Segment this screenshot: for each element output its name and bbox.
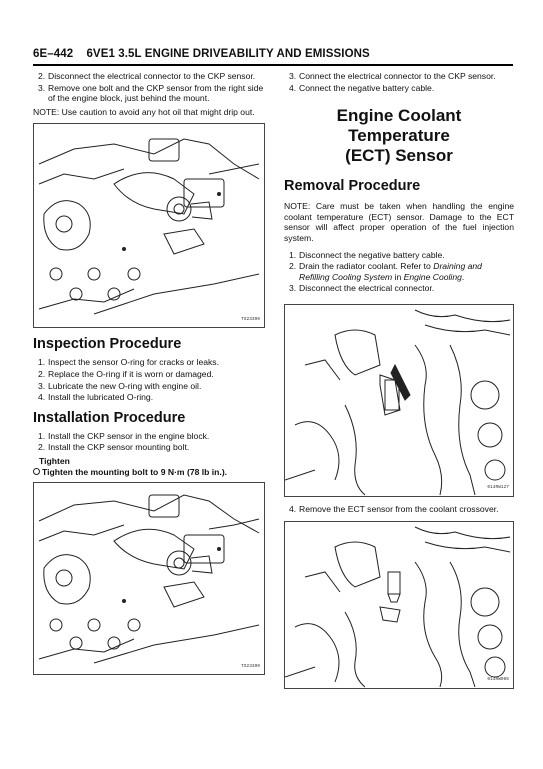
step-text: Remove one bolt and the CKP sensor from the right side of the engine block, just behind the mount. — [48, 82, 264, 104]
step-number: 3. — [289, 71, 297, 81]
step-number: 2. — [38, 368, 46, 379]
step-text: Lubricate the new O-ring with engine oil. — [48, 380, 202, 391]
ckp-installation-steps-cont — [284, 71, 514, 93]
header-rule — [33, 64, 513, 66]
step-text: Disconnect the negative battery cable. — [299, 249, 445, 260]
step-text: Install the lubricated O-ring. — [48, 392, 154, 403]
step-text-part: Drain the radiator coolant. Refer to — [299, 261, 434, 272]
list-item — [33, 71, 265, 82]
inspection-heading: Inspection Procedure — [33, 336, 182, 353]
step-number: 1. — [38, 357, 46, 368]
list-item — [284, 283, 514, 294]
step-number: 2. — [38, 442, 46, 453]
step-number: 3. — [38, 380, 46, 391]
cross-reference: Engine Cooling — [403, 271, 462, 282]
ckp-sensor-removal-figure — [33, 123, 265, 328]
right-column — [284, 71, 514, 689]
ect-removal-steps — [284, 250, 514, 294]
step-text: Replace the O-ring if it is worn or damaged. — [48, 368, 214, 379]
page-number: 6E–442 — [33, 48, 74, 60]
figure-label: 014RW127 — [487, 485, 509, 491]
cross-reference: Draining and Refilling Cooling System — [299, 261, 482, 282]
step-text: Install the CKP sensor in the engine block. — [48, 430, 210, 441]
list-item — [33, 392, 265, 403]
step-number: 2. — [38, 71, 46, 81]
hot-oil-note: NOTE: Use caution to avoid any hot oil that might drip out. — [33, 106, 255, 117]
ect-handling-note: NOTE: Care must be taken when handling the engine coolant temperature (ECT) sensor. Damage to the ECT sensor will affect proper operation of the fuel injection system. — [284, 201, 514, 243]
figure-label: TS23399 — [241, 663, 260, 669]
step-number: 4. — [38, 392, 46, 403]
torque-icon — [33, 468, 40, 475]
ckp-engine-block-illustration — [34, 124, 264, 327]
installation-steps — [33, 431, 265, 453]
step-text-part: in — [392, 271, 404, 282]
list-item — [284, 504, 514, 515]
ect-sensor-connector-illustration — [285, 305, 513, 496]
step-text: Install the CKP sensor mounting bolt. — [48, 442, 190, 453]
step-text-part: . — [461, 271, 465, 282]
list-item — [284, 71, 514, 82]
step-number: 3. — [38, 82, 46, 93]
list-item — [284, 261, 514, 282]
step-number: 4. — [289, 503, 297, 514]
ect-section-title-line2: (ECT) Sensor — [345, 146, 453, 166]
tighten-heading: Tighten — [39, 455, 70, 466]
list-item — [33, 357, 265, 368]
step-number: 1. — [38, 430, 46, 441]
ckp-removal-steps-cont — [33, 71, 265, 104]
ect-section-title — [284, 106, 514, 166]
inspection-steps — [33, 357, 265, 402]
step-number: 2. — [289, 261, 297, 272]
step-text — [299, 261, 482, 282]
installation-heading: Installation Procedure — [33, 409, 186, 426]
page-header — [33, 48, 513, 68]
ckp-engine-block-illustration — [34, 483, 264, 674]
ect-sensor-removed-illustration — [285, 522, 513, 688]
torque-spec-text: Tighten the mounting bolt to 9 N·m (78 lb in.). — [42, 466, 228, 477]
list-item — [284, 250, 514, 261]
section-title: 6VE1 3.5L ENGINE DRIVEABILITY AND EMISSIONS — [86, 48, 370, 60]
figure-label: TS23399 — [241, 316, 260, 322]
step-number: 3. — [289, 283, 297, 294]
step-text: Connect the electrical connector to the CKP sensor. — [299, 71, 496, 81]
step-text: Disconnect the electrical connector to the CKP sensor. — [48, 71, 256, 81]
list-item — [33, 83, 265, 104]
figure-label: 014RW065 — [487, 676, 509, 682]
step-text: Connect the negative battery cable. — [299, 82, 435, 93]
step-number: 4. — [289, 82, 297, 93]
ckp-sensor-install-figure — [33, 482, 265, 675]
list-item — [33, 431, 265, 442]
list-item — [284, 83, 514, 94]
list-item — [33, 381, 265, 392]
torque-spec — [33, 467, 265, 478]
ect-section-title-line1: Engine Coolant Temperature — [336, 106, 462, 146]
step-number: 1. — [289, 249, 297, 260]
ect-removal-heading: Removal Procedure — [284, 178, 421, 195]
list-item — [33, 442, 265, 453]
ect-sensor-removed-figure — [284, 521, 514, 689]
step-text: Disconnect the electrical connector. — [299, 283, 435, 294]
ect-removal-steps-cont — [284, 504, 514, 515]
step-text: Remove the ECT sensor from the coolant crossover. — [299, 503, 499, 514]
page-header-title — [33, 48, 370, 60]
list-item — [33, 369, 265, 380]
left-column — [33, 71, 265, 675]
step-text: Inspect the sensor O-ring for cracks or leaks. — [48, 357, 219, 368]
ect-connector-figure — [284, 304, 514, 497]
